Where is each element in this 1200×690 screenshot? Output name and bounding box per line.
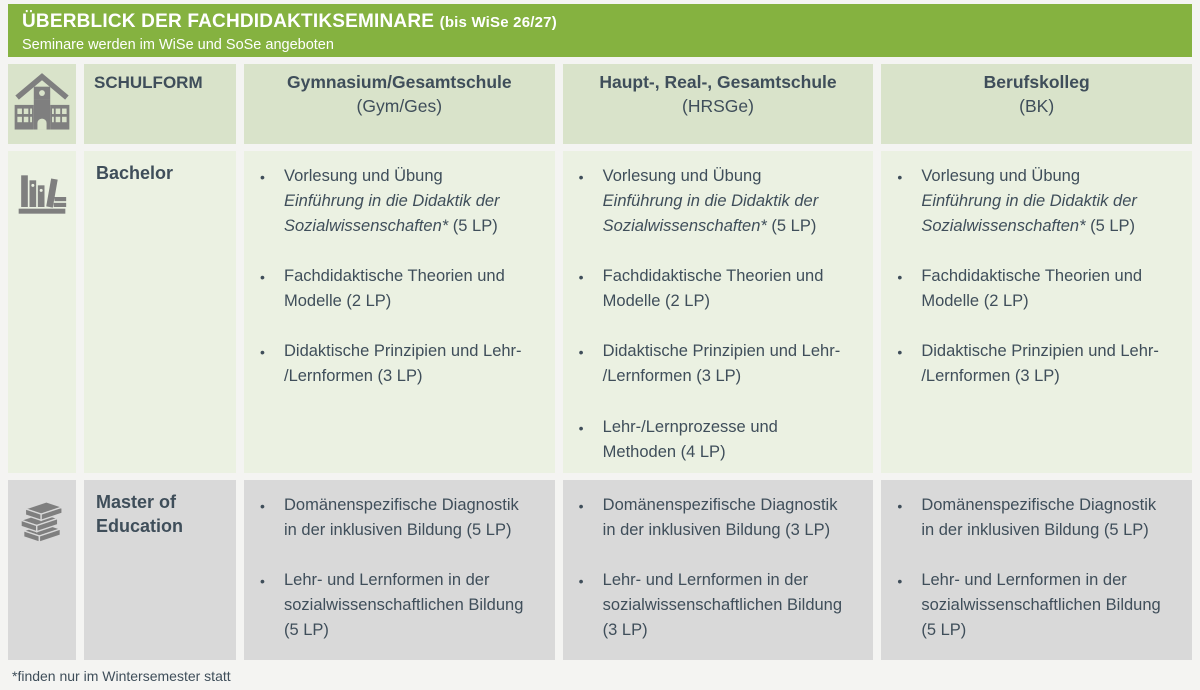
course-item (576, 264, 866, 314)
row-label-bachelor: Bachelor (84, 151, 236, 473)
course-item-text: Lehr- und Lernformen in der sozialwissenschaftlichen Bildung (5 LP) (921, 571, 1161, 640)
bullet-glyph: • (897, 344, 903, 361)
bullet-glyph: • (578, 169, 584, 185)
bullet-glyph: • (578, 344, 584, 361)
title-bar (8, 4, 1192, 57)
course-item (257, 164, 547, 239)
bullet-glyph: • (260, 344, 265, 361)
schulform-header: SCHULFORM (84, 64, 236, 144)
column-subtitle: (HRSGe) (682, 95, 754, 116)
footnote: *finden nur im Wintersemester statt (12, 668, 231, 684)
bachelor-hrsge-cell (563, 151, 874, 473)
seminar-table (8, 64, 1192, 660)
column-header-gym (244, 64, 555, 144)
book-stack-icon (14, 496, 70, 548)
course-item-text: Didaktische Prinzipien und Lehr- /Lernformen (3 LP) (284, 342, 522, 386)
column-title: Gymnasium/Gesamtschule (286, 72, 512, 92)
school-icon (11, 71, 73, 137)
master-gym-cell (244, 480, 555, 660)
course-item-text: Vorlesung und Übung Einführung in die Didaktik der Sozialwissenschaften* (5 LP) (284, 167, 500, 236)
bullet-glyph: • (260, 269, 265, 286)
course-item (894, 264, 1184, 314)
master-icon-cell (8, 480, 76, 660)
course-item-text: Lehr- und Lernformen in der sozialwissenschaftlichen Bildung (5 LP) (284, 571, 524, 640)
bullet-glyph: • (260, 573, 265, 590)
bullet-glyph: • (578, 498, 584, 514)
course-item-text: Domänenspezifische Diagnostik in der inklusiven Bildung (5 LP) (284, 496, 519, 540)
bullet-glyph: • (578, 419, 584, 436)
course-item (257, 339, 547, 389)
column-title: Haupt-, Real-, Gesamtschule (599, 72, 837, 92)
course-item (576, 493, 866, 543)
course-item-text: Vorlesung und Übung Einführung in die Didaktik der Sozialwissenschaften* (5 LP) (921, 167, 1137, 236)
course-item (576, 415, 866, 465)
course-item-text: Domänenspezifische Diagnostik in der inklusiven Bildung (3 LP) (602, 496, 838, 540)
bullet-glyph: • (578, 269, 584, 286)
bullet-glyph: • (897, 498, 903, 514)
course-item-text: Vorlesung und Übung Einführung in die Didaktik der Sozialwissenschaften* (5 LP) (602, 167, 819, 236)
page-title-suffix: (bis WiSe 26/27) (439, 14, 557, 31)
bullet-glyph: • (260, 169, 265, 185)
course-item-text: Fachdidaktische Theorien und Modelle (2 LP) (602, 267, 824, 311)
course-item-text: Didaktische Prinzipien und Lehr- /Lernformen (3 LP) (921, 342, 1159, 386)
column-header-bk (881, 64, 1192, 144)
column-title: Berufskolleg (983, 72, 1090, 92)
course-item (257, 568, 547, 643)
course-item-text: Fachdidaktische Theorien und Modelle (2 LP) (921, 267, 1143, 311)
page-title-text: ÜBERBLICK DER FACHDIDAKTIKSEMINARE (22, 11, 435, 32)
course-item (894, 339, 1184, 389)
bullet-glyph: • (897, 169, 903, 185)
course-item (576, 164, 866, 239)
bullet-glyph: • (897, 269, 903, 286)
course-item-text: Didaktische Prinzipien und Lehr- /Lernformen (3 LP) (602, 342, 841, 386)
bullet-glyph: • (897, 573, 903, 590)
course-item-text: Lehr- und Lernformen in der sozialwissenschaftlichen Bildung (3 LP) (602, 571, 843, 640)
course-item (257, 493, 547, 543)
course-item (576, 339, 866, 389)
course-item-text: Fachdidaktische Theorien und Modelle (2 LP) (284, 267, 505, 311)
course-item (576, 568, 866, 643)
bachelor-icon-cell (8, 151, 76, 473)
bachelor-gym-cell (244, 151, 555, 473)
course-item-text: Domänenspezifische Diagnostik in der inklusiven Bildung (5 LP) (921, 496, 1157, 540)
course-item (894, 568, 1184, 643)
bookshelf-icon (15, 167, 69, 217)
column-subtitle: (Gym/Ges) (356, 95, 443, 116)
page-title (22, 11, 1178, 34)
bachelor-bk-cell (881, 151, 1192, 473)
row-label-master: Master of Education (84, 480, 236, 660)
course-item (894, 164, 1184, 239)
bullet-glyph: • (578, 573, 584, 590)
page-subtitle: Seminare werden im WiSe und SoSe angeboten (22, 36, 334, 53)
column-subtitle: (BK) (1019, 95, 1055, 116)
school-icon-cell (8, 64, 76, 144)
course-item (257, 264, 547, 314)
master-bk-cell (881, 480, 1192, 660)
bullet-glyph: • (260, 498, 265, 514)
master-hrsge-cell (563, 480, 874, 660)
course-item-text: Lehr-/Lernprozesse und Methoden (4 LP) (602, 417, 778, 461)
course-item (894, 493, 1184, 543)
column-header-hrsge (563, 64, 874, 144)
